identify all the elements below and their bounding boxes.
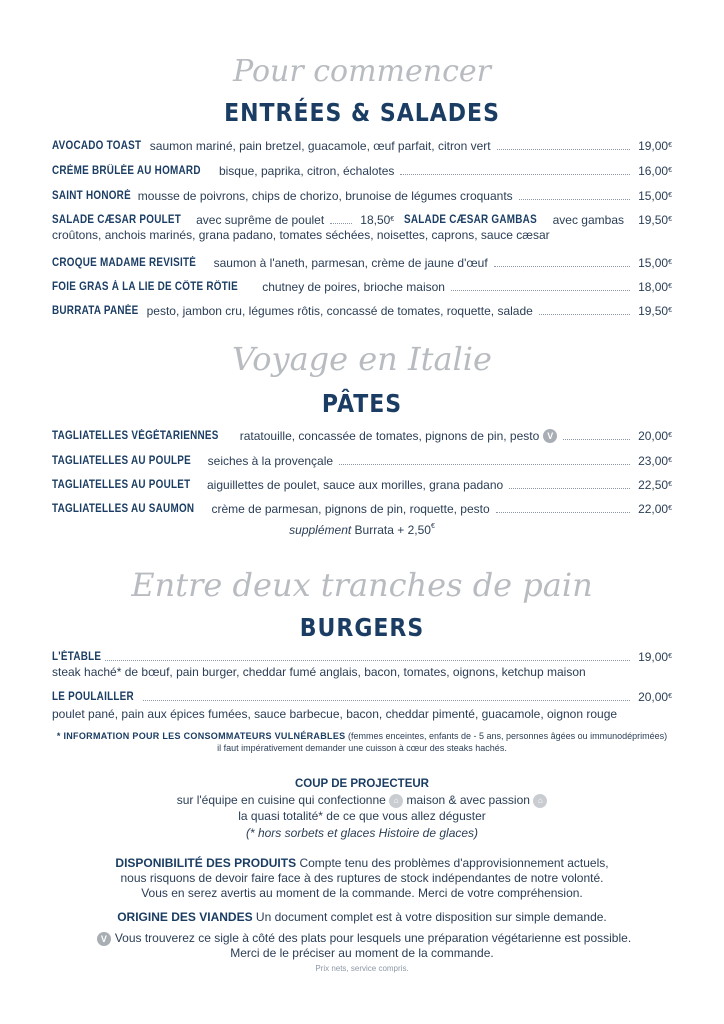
item-name: SALADE CÆSAR POULET	[52, 214, 182, 226]
item-price: 18,00€	[638, 280, 672, 294]
item-desc: pesto, jambon cru, légumes rôtis, concassé de tomates, roquette, salade	[146, 304, 533, 318]
item-price: 20,00€	[638, 429, 672, 443]
menu-item	[52, 278, 672, 294]
item-price: 19,00€	[638, 139, 672, 153]
house-icon: ⌂	[533, 794, 547, 808]
item-name: TAGLIATELLES VÉGÉTARIENNES	[52, 430, 219, 442]
item-price: 16,00€	[638, 164, 672, 178]
vegetarian-icon: V	[543, 429, 557, 443]
item-desc: poulet pané, pain aux épices fumées, sauce barbecue, bacon, cheddar pimenté, guacamole, oignon rouge	[52, 707, 618, 721]
item-price: 20,00€	[638, 690, 672, 704]
item-name: L'ÉTABLE	[52, 651, 102, 663]
item-name: SALADE CÆSAR GAMBAS	[404, 214, 537, 226]
veg-note-line1: V Vous trouverez ce sigle à côté des plats pour lesquels une préparation végétarienne est possible.	[0, 931, 724, 946]
origine-viandes: ORIGINE DES VIANDES Un document complet est à votre disposition sur simple demande.	[117, 910, 607, 924]
menu-item	[52, 452, 672, 468]
info-vulnerable: * INFORMATION POUR LES CONSOMMATEURS VULNÉRABLES (femmes enceintes, enfants de - 5 ans, personnes âgées ou immunodéprimées)	[56, 731, 668, 741]
dispo-line3: Vous en serez avertis au moment de la commande. Merci de votre compréhension.	[141, 886, 583, 900]
item-price: 19,50€	[638, 304, 672, 318]
item-desc: avec suprême de poulet	[196, 213, 325, 227]
item-desc: steak haché* de bœuf, pain burger, cheddar fumé anglais, bacon, tomates, oignons, ketchup maison	[52, 665, 586, 679]
section-script-entrees: Pour commencer	[233, 54, 491, 89]
supplement-note: supplément Burrata + 2,50€	[289, 523, 435, 537]
item-name: FOIE GRAS À LA LIE DE CÔTE RÔTIE	[52, 281, 238, 293]
item-name: TAGLIATELLES AU POULPE	[52, 455, 192, 467]
item-price: 19,50€	[638, 213, 672, 227]
menu-item	[52, 476, 672, 492]
projecteur-line1: sur l'équipe en cuisine qui confectionne ⌂ maison & avec passion ⌂	[0, 793, 724, 808]
item-price: 18,50€	[360, 213, 395, 227]
projecteur-line3: (* hors sorbets et glaces Histoire de glaces)	[245, 826, 479, 840]
section-title-burgers: BURGERS	[299, 614, 425, 643]
menu-item	[52, 162, 672, 178]
item-price: 23,00€	[638, 454, 672, 468]
item-name: CROQUE MADAME REVISITÉ	[52, 257, 197, 269]
item-desc: saumon à l'aneth, parmesan, crème de jaune d'œuf	[213, 256, 488, 270]
item-name: TAGLIATELLES AU SAUMON	[52, 503, 195, 515]
house-icon: ⌂	[389, 794, 403, 808]
section-script-burgers: Entre deux tranches de pain	[131, 566, 593, 604]
menu-item-caesar	[52, 211, 672, 227]
item-desc: aiguillettes de poulet, sauce aux morilles, grana padano	[207, 478, 504, 492]
item-desc: chutney de poires, brioche maison	[262, 280, 445, 294]
menu-item	[52, 187, 672, 203]
menu-item	[52, 500, 672, 516]
dispo-line1: DISPONIBILITÉ DES PRODUITS Compte tenu des problèmes d'approvisionnement actuels,	[115, 856, 609, 870]
item-desc: bisque, paprika, citron, échalotes	[218, 164, 395, 178]
projecteur-title: COUP DE PROJECTEUR	[295, 778, 429, 790]
item-name: LE POULAILLER	[52, 691, 134, 703]
item-desc: mousse de poivrons, chips de chorizo, brunoise de légumes croquants	[137, 189, 513, 203]
item-price: 19,00€	[638, 650, 672, 664]
vegetarian-icon: V	[97, 932, 111, 946]
section-title-entrees: ENTRÉES & SALADES	[224, 99, 500, 128]
item-price: 22,00€	[638, 502, 672, 516]
item-desc: avec gambas	[552, 213, 624, 227]
item-desc: ratatouille, concassée de tomates, pignons de pin, pesto	[239, 429, 540, 443]
projecteur-line2: la quasi totalité* de ce que vous allez déguster	[238, 809, 486, 823]
veg-note-line2: Merci de le préciser au moment de la commande.	[230, 946, 494, 960]
info-vulnerable-2: il faut impérativement demander une cuisson à cœur des steaks hachés.	[217, 743, 507, 753]
item-price: 22,50€	[638, 478, 672, 492]
section-script-pates: Voyage en Italie	[232, 340, 492, 378]
item-desc: seiches à la provençale	[207, 454, 334, 468]
item-desc-caesar: croûtons, anchois marinés, grana padano, tomates séchées, noisettes, caprons, sauce cæsar	[52, 228, 550, 242]
menu-item	[52, 302, 672, 318]
menu-item	[52, 427, 672, 443]
dispo-line2: nous risquons de devoir faire face à des ruptures de stock indépendantes de notre volonté.	[120, 871, 604, 885]
item-name: BURRATA PANÉE	[52, 305, 139, 317]
section-title-pates: PÂTES	[321, 390, 403, 419]
item-name: SAINT HONORÉ	[52, 190, 131, 202]
footer-note: Prix nets, service compris.	[315, 964, 409, 973]
menu-item	[52, 137, 672, 153]
item-name: TAGLIATELLES AU POULET	[52, 479, 191, 491]
menu-item	[52, 688, 672, 704]
item-desc: saumon mariné, pain bretzel, guacamole, œuf parfait, citron vert	[149, 139, 491, 153]
item-desc: crème de parmesan, pignons de pin, roquette, pesto	[211, 502, 490, 516]
item-name: CRÈME BRÛLÉE AU HOMARD	[52, 165, 201, 177]
item-price: 15,00€	[638, 256, 672, 270]
menu-item	[52, 648, 672, 664]
menu-item	[52, 254, 672, 270]
item-price: 15,00€	[638, 189, 672, 203]
item-name: AVOCADO TOAST	[52, 140, 142, 152]
